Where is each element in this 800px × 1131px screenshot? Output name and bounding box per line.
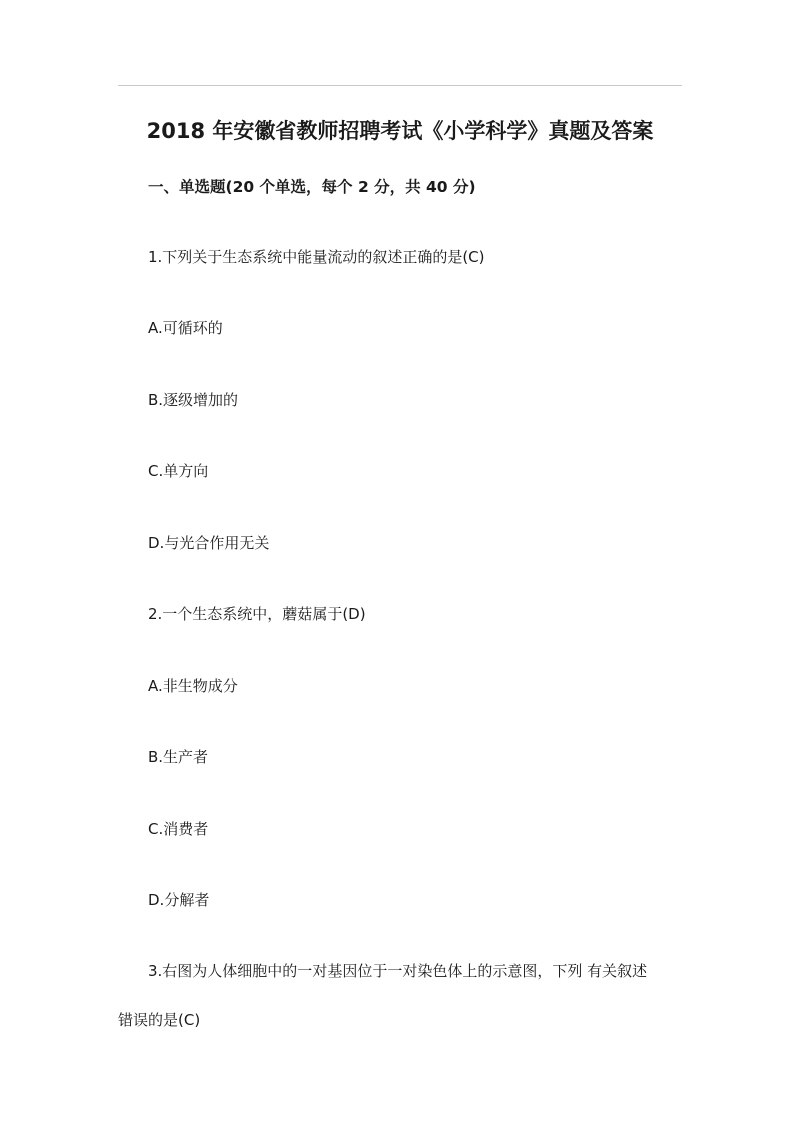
- question-3-stem: 3.右图为人体细胞中的一对基因位于一对染色体上的示意图，下列 有关叙述: [148, 962, 648, 980]
- section-heading: 一、单选题(20 个单选，每个 2 分，共 40 分): [148, 178, 476, 196]
- question-1-option-b: B.逐级增加的: [148, 391, 239, 409]
- question-1-option-a: A.可循环的: [148, 319, 223, 337]
- question-3-stem-continued: 错误的是(C): [118, 1011, 201, 1029]
- header-divider: [118, 85, 682, 86]
- question-2-option-b: B.生产者: [148, 748, 209, 766]
- question-1-option-d: D.与光合作用无关: [148, 534, 270, 552]
- question-2-option-a: A.非生物成分: [148, 677, 238, 695]
- question-1-option-c: C.单方向: [148, 462, 209, 480]
- document-title: 2018 年安徽省教师招聘考试《小学科学》真题及答案: [146, 119, 654, 143]
- question-2-option-d: D.分解者: [148, 891, 210, 909]
- question-1-stem: 1.下列关于生态系统中能量流动的叙述正确的是(C): [148, 248, 485, 266]
- question-2-option-c: C.消费者: [148, 820, 209, 838]
- question-2-stem: 2.一个生态系统中，蘑菇属于(D): [148, 605, 366, 623]
